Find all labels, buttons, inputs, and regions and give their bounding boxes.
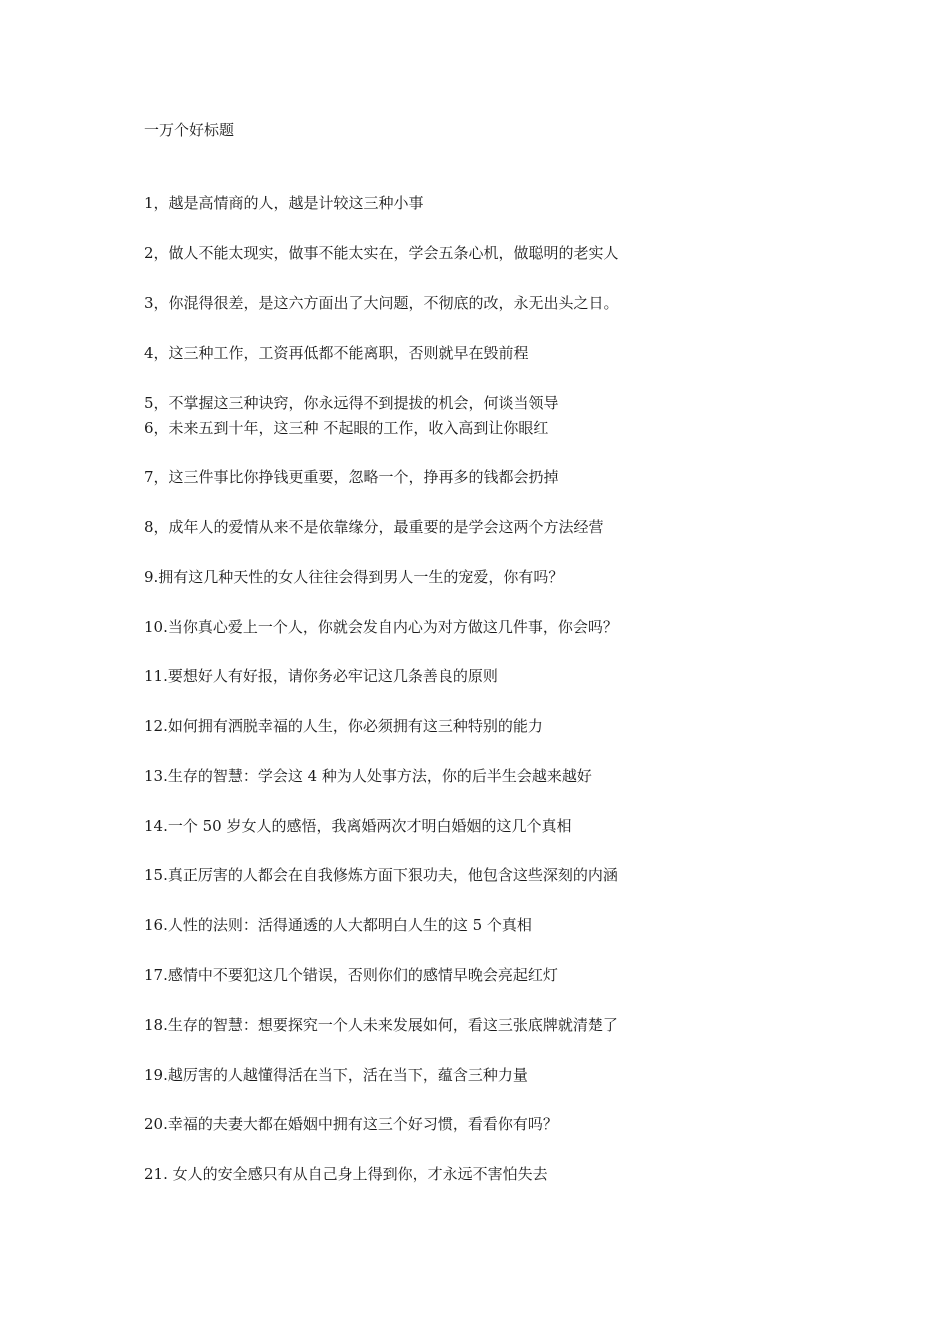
list-item: 20.幸福的夫妻大都在婚姻中拥有这三个好习惯，看看你有吗？ [144, 1115, 558, 1133]
list-item: 14.一个 50 岁女人的感悟，我离婚两次才明白婚姻的这几个真相 [144, 817, 572, 835]
list-item: 17.感情中不要犯这几个错误，否则你们的感情早晚会亮起红灯 [144, 966, 558, 984]
list-item: 6，未来五到十年，这三种 不起眼的工作，收入高到让你眼红 [144, 419, 549, 437]
list-item: 15.真正厉害的人都会在自我修炼方面下狠功夫，他包含这些深刻的内涵 [144, 866, 618, 884]
list-item: 3，你混得很差，是这六方面出了大问题，不彻底的改，永无出头之日。 [144, 294, 619, 312]
list-item: 16.人性的法则：活得通透的人大都明白人生的这 5 个真相 [144, 916, 532, 934]
list-item: 1，越是高情商的人，越是计较这三种小事 [144, 194, 424, 212]
list-item: 12.如何拥有洒脱幸福的人生，你必须拥有这三种特别的能力 [144, 717, 543, 735]
list-item: 21. 女人的安全感只有从自己身上得到你，才永远不害怕失去 [144, 1165, 548, 1183]
list-item: 4，这三种工作，工资再低都不能离职，否则就早在毁前程 [144, 344, 529, 362]
list-item: 9.拥有这几种天性的女人往往会得到男人一生的宠爱，你有吗？ [144, 568, 564, 586]
list-item: 2，做人不能太现实，做事不能太实在，学会五条心机，做聪明的老实人 [144, 244, 619, 262]
list-item: 11.要想好人有好报，请你务必牢记这几条善良的原则 [144, 667, 498, 685]
list-item: 19.越厉害的人越懂得活在当下，活在当下，蕴含三种力量 [144, 1066, 528, 1084]
list-item: 10.当你真心爱上一个人，你就会发自内心为对方做这几件事，你会吗？ [144, 618, 618, 636]
list-item: 7，这三件事比你挣钱更重要，忽略一个，挣再多的钱都会扔掉 [144, 468, 559, 486]
list-item: 5，不掌握这三种诀窍，你永远得不到提拔的机会，何谈当领导 [144, 394, 559, 412]
list-item: 8，成年人的爱情从来不是依靠缘分，最重要的是学会这两个方法经营 [144, 518, 604, 536]
document-title: 一万个好标题 [144, 121, 235, 139]
list-item: 13.生存的智慧：学会这 4 种为人处事方法，你的后半生会越来越好 [144, 767, 592, 785]
list-item: 18.生存的智慧：想要探究一个人未来发展如何，看这三张底牌就清楚了 [144, 1016, 618, 1034]
